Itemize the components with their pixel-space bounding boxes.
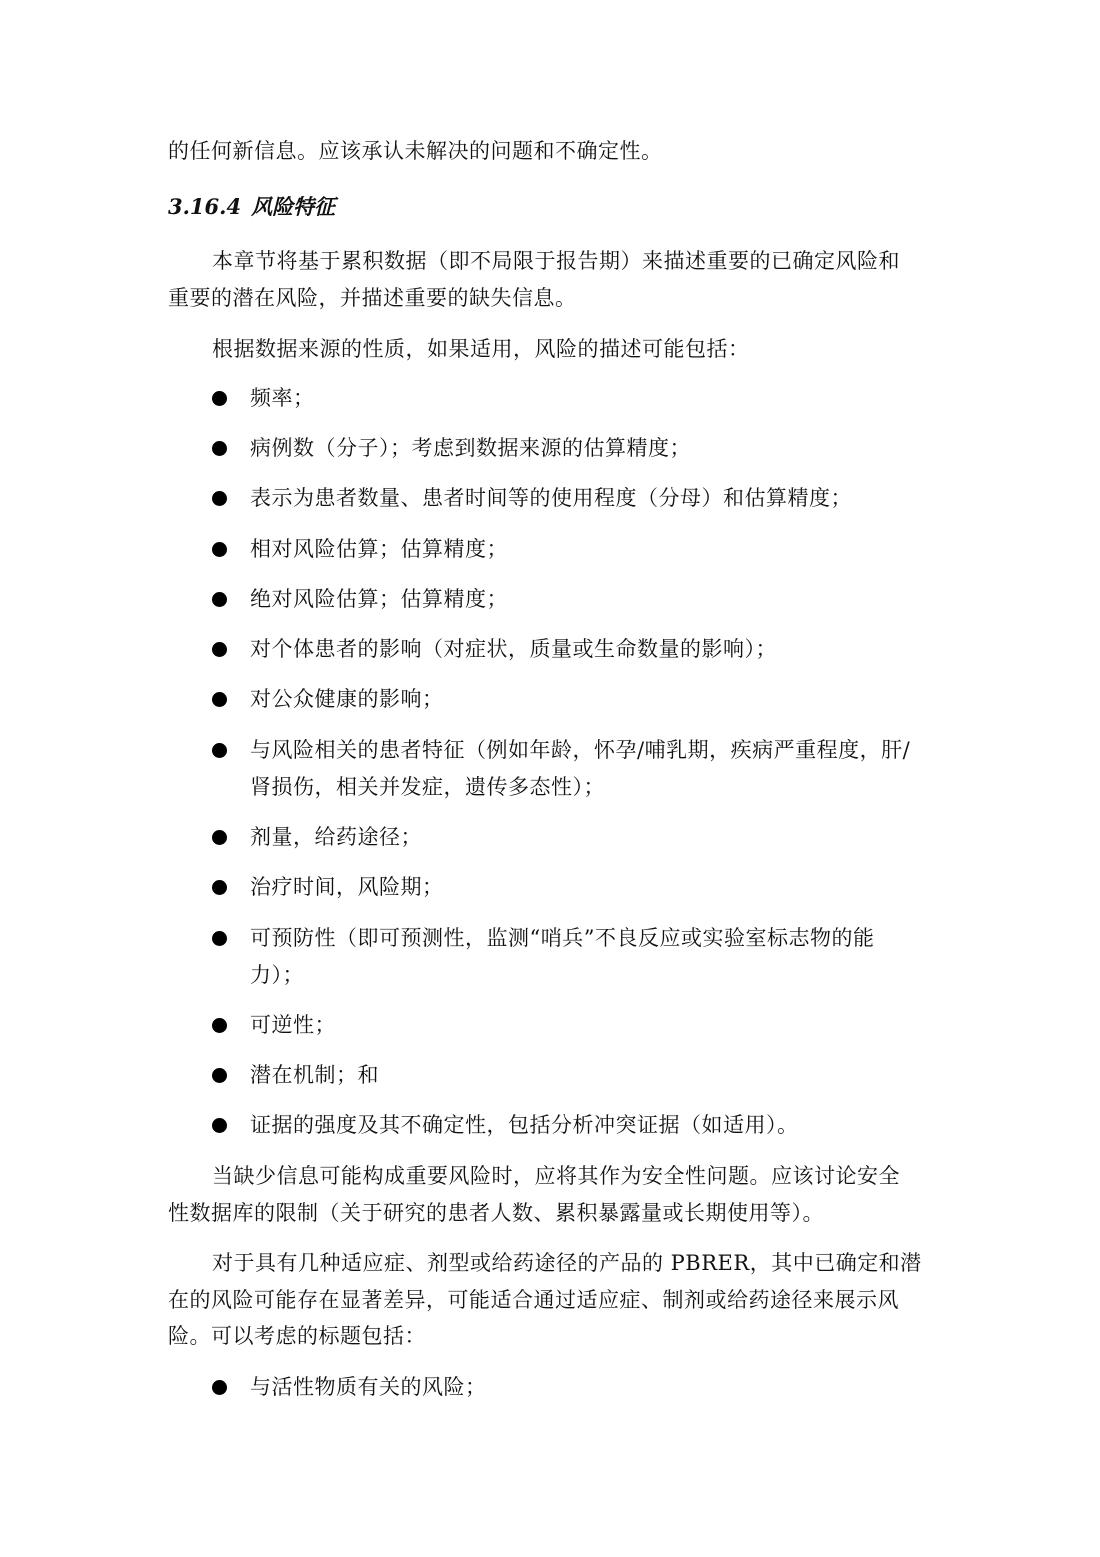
section-title: 风险特征 (251, 194, 336, 219)
paragraph-3-line-2: 性数据库的限制（关于研究的患者人数、累积暴露量或长期使用等）。 (168, 1201, 824, 1225)
list-item-text: 治疗时间，风险期； (250, 875, 444, 899)
paragraph-4-line-2: 在的风险可能存在显著差异，可能适合通过适应症、制剂或给药途径来展示风 (168, 1288, 899, 1312)
paragraph-2: 根据数据来源的性质，如果适用，风险的描述可能包括： (212, 337, 750, 361)
bullet-icon (212, 692, 227, 707)
paragraph-1-line-2: 重要的潜在风险，并描述重要的缺失信息。 (168, 286, 577, 310)
list-item-text: 对公众健康的影响； (250, 687, 444, 711)
bullet-icon (212, 592, 227, 607)
bullet-icon (212, 1068, 227, 1083)
bullet-icon (212, 1118, 227, 1133)
continuation-text: 的任何新信息。应该承认未解决的问题和不确定性。 (168, 139, 663, 163)
paragraph-1-line-1: 本章节将基于累积数据（即不局限于报告期）来描述重要的已确定风险和 (212, 249, 900, 273)
paragraph-3-line-1: 当缺少信息可能构成重要风险时，应将其作为安全性问题。应该讨论安全 (212, 1164, 900, 1188)
section-number: 3.16.4 (168, 194, 242, 219)
list-item-text: 证据的强度及其不确定性，包括分析冲突证据（如适用）。 (250, 1113, 799, 1137)
bullet-icon (212, 880, 227, 895)
list-item-text: 绝对风险估算；估算精度； (250, 587, 508, 611)
bullet-icon (212, 931, 227, 946)
bullet-icon (212, 391, 227, 406)
list-item-text: 相对风险估算；估算精度； (250, 537, 508, 561)
bullet-icon (212, 441, 227, 456)
paragraph-4-line-3: 险。可以考虑的标题包括： (168, 1324, 426, 1348)
list-item-text: 病例数（分子）；考虑到数据来源的估算精度； (250, 436, 691, 460)
bullet-icon (212, 1018, 227, 1033)
list-item-text-continued: 肾损伤，相关并发症，遗传多态性）； (250, 775, 605, 799)
list-item-text-continued: 力）； (250, 963, 304, 987)
bullet-icon (212, 830, 227, 845)
list-item-text: 与活性物质有关的风险； (250, 1375, 487, 1399)
bullet-icon (212, 491, 227, 506)
list-item-text: 可逆性； (250, 1013, 336, 1037)
list-item-text: 剂量，给药途径； (250, 825, 422, 849)
bullet-icon (212, 743, 227, 758)
list-item-text: 可预防性（即可预测性，监测“哨兵”不良反应或实验室标志物的能 (250, 926, 875, 950)
list-item-text: 表示为患者数量、患者时间等的使用程度（分母）和估算精度； (250, 486, 852, 510)
bullet-icon (212, 642, 227, 657)
paragraph-4-line-1: 对于具有几种适应症、剂型或给药途径的产品的 PBRER，其中已确定和潜 (212, 1251, 922, 1275)
list-item-text: 频率； (250, 386, 315, 410)
list-item-text: 与风险相关的患者特征（例如年龄，怀孕/哺乳期，疾病严重程度，肝/ (250, 738, 911, 762)
bullet-icon (212, 542, 227, 557)
list-item-text: 对个体患者的影响（对症状，质量或生命数量的影响）； (250, 637, 777, 661)
section-heading (168, 194, 335, 220)
bullet-icon (212, 1380, 227, 1395)
list-item-text: 潜在机制；和 (250, 1063, 379, 1087)
